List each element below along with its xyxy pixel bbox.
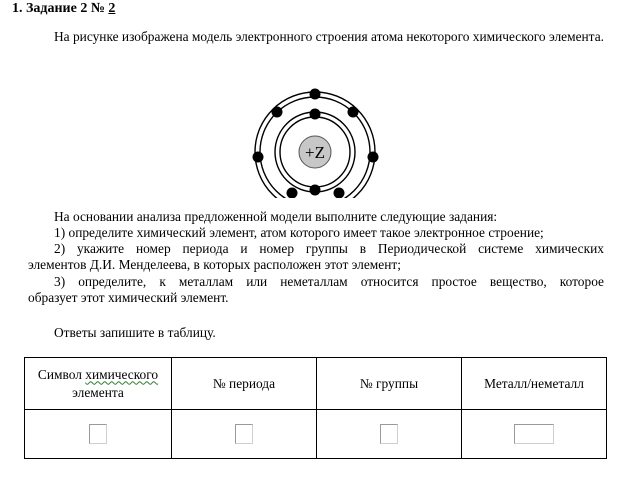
header-group: № группы bbox=[317, 358, 462, 410]
header-metal-nonmetal: Металл/неметалл bbox=[462, 358, 607, 410]
electron-outer-top bbox=[310, 89, 321, 100]
instruction-item-3-line-1: 3) определите, к металлам или неметаллам относится простое вещество, которое bbox=[54, 274, 604, 289]
task-heading bbox=[12, 1, 115, 17]
cell-period bbox=[172, 410, 317, 459]
header-symbol-word: Символ bbox=[37, 366, 82, 382]
electron-outer-bottom-right bbox=[334, 188, 345, 199]
answer-input-period[interactable] bbox=[235, 424, 253, 444]
answer-input-element-symbol[interactable] bbox=[89, 424, 107, 444]
instruction-item-3-line-2: образует этот химический элемент. bbox=[28, 290, 229, 305]
instruction-item-1: 1) определите химический элемент, атом которого имеет такое электронное строение; bbox=[54, 225, 544, 240]
atom-model bbox=[253, 89, 379, 199]
cell-element-symbol bbox=[25, 410, 172, 459]
intro-text: На рисунке изображена модель электронного строения атома некоторого химического элемента. bbox=[54, 29, 604, 44]
electron-outer-bottom-left bbox=[287, 188, 298, 199]
answer-table bbox=[24, 357, 607, 459]
table-header-row bbox=[25, 358, 607, 410]
header-chemical-word: химического bbox=[85, 366, 159, 382]
cell-metal-nonmetal bbox=[462, 410, 607, 459]
header-element-word: элемента bbox=[72, 384, 124, 400]
task-id-link[interactable]: 2 bbox=[108, 1, 116, 16]
electron-outer-left bbox=[253, 152, 264, 163]
atom-model-figure bbox=[252, 86, 382, 198]
header-period: № периода bbox=[172, 358, 317, 410]
cell-group bbox=[317, 410, 462, 459]
answer-note: Ответы запишите в таблицу. bbox=[54, 325, 216, 340]
instruction-item-2-line-1: 2) укажите номер периода и номер группы в Периодической системе химических bbox=[54, 241, 604, 256]
task-number: 1. bbox=[12, 1, 23, 16]
instructions-lead: На основании анализа предложенной модели выполните следующие задания: bbox=[54, 209, 498, 224]
header-element-symbol bbox=[25, 358, 172, 410]
instruction-item-2-line-2: элементов Д.И. Менделеева, в которых расположен этот элемент; bbox=[28, 257, 401, 272]
task-title: Задание 2 № bbox=[26, 1, 105, 16]
answer-input-metal-nonmetal[interactable] bbox=[514, 424, 554, 444]
electron-inner-bottom bbox=[310, 185, 321, 196]
electron-outer-right bbox=[368, 152, 379, 163]
answer-input-group[interactable] bbox=[380, 424, 398, 444]
electron-outer-top-right bbox=[348, 107, 359, 118]
table-row bbox=[25, 410, 607, 459]
electron-outer-top-left bbox=[272, 107, 283, 118]
electron-inner-top bbox=[310, 109, 321, 120]
nucleus-label: +Z bbox=[305, 143, 325, 162]
